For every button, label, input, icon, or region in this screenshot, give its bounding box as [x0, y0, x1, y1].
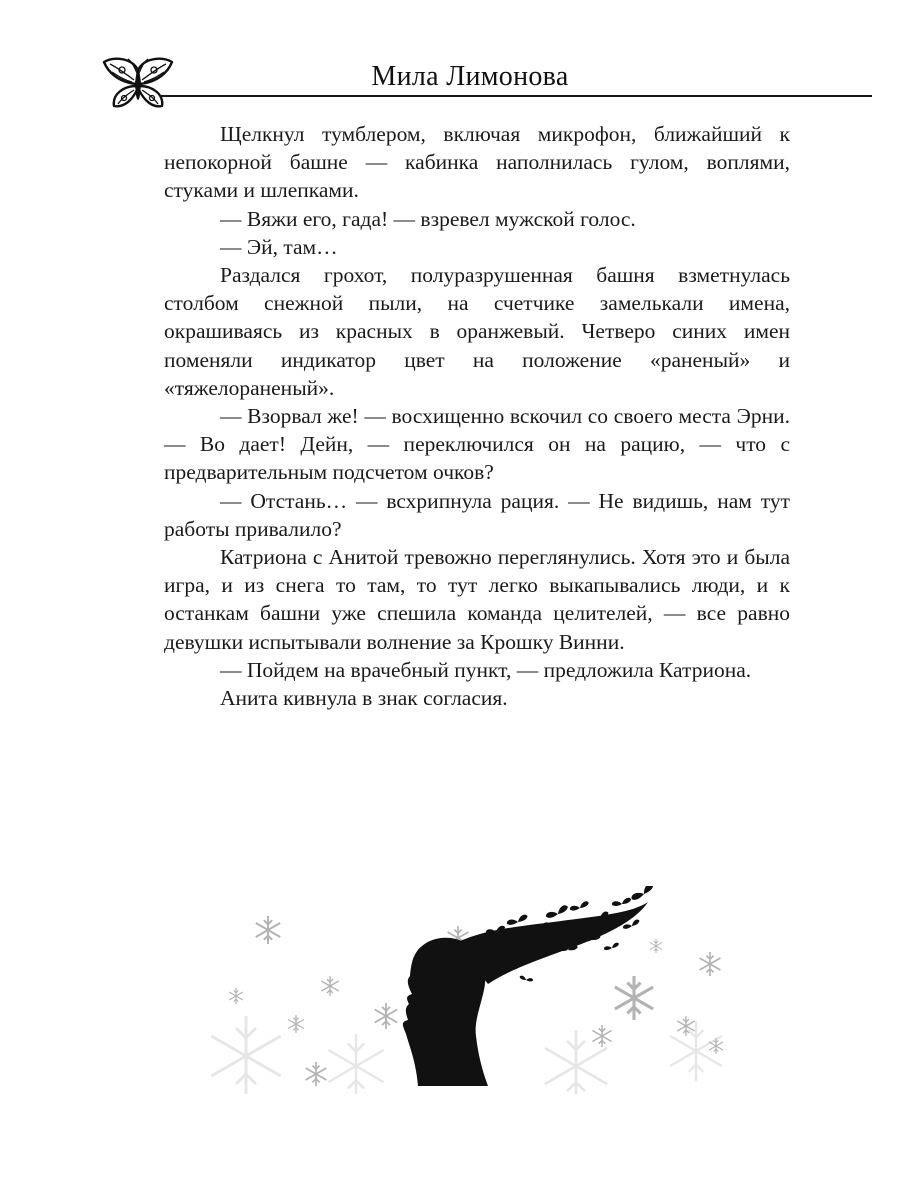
body-text — [164, 120, 790, 712]
paragraph: Раздался грохот, полуразрушенная башня взметнулась столбом снежной пыли, на счетчике замелькали имена, окрашиваясь из красных в оранжевый. Четверо синих имен поменяли индикатор цвет на положение «раненый» и «тяжелораненый». — [164, 263, 790, 400]
paragraph: Катриона с Анитой тревожно переглянулись. Хотя это и была игра, и из снега то там, то тут легко выкапывались люди, и к останкам башни уже спешила команда целителей, — все равно девушки испытывали волнение за Крошку Винни. — [164, 545, 790, 654]
woman-silhouette-with-butterflies-icon — [196, 886, 756, 1094]
paragraph: Анита кивнула в знак согласия. — [220, 686, 508, 711]
paragraph: — Вяжи его, гада! — взревел мужской голос. — [220, 206, 636, 231]
running-header — [0, 0, 900, 110]
paragraph: Щелкнул тумблером, включая микрофон, ближайший к непокорной башне — кабинка наполнилась гулом, воплями, стуками и шлепками. — [164, 122, 790, 203]
paragraph: — Отстань… — всхрипнула рация. — Не видишь, нам тут работы привалило? — [164, 488, 790, 541]
author-name: Мила Лимонова — [371, 61, 569, 92]
header-rule — [160, 95, 872, 97]
paragraph: — Эй, там… — [220, 234, 338, 259]
paragraph: — Взорвал же! — восхищенно вскочил со своего места Эрни. — Во дает! Дейн, — переключился он на рацию, — что с предварительным подсчетом очков? — [164, 404, 790, 485]
paragraph: — Пойдем на врачебный пункт, — предложила Катриона. — [220, 657, 752, 682]
butterfly-icon — [98, 56, 178, 112]
